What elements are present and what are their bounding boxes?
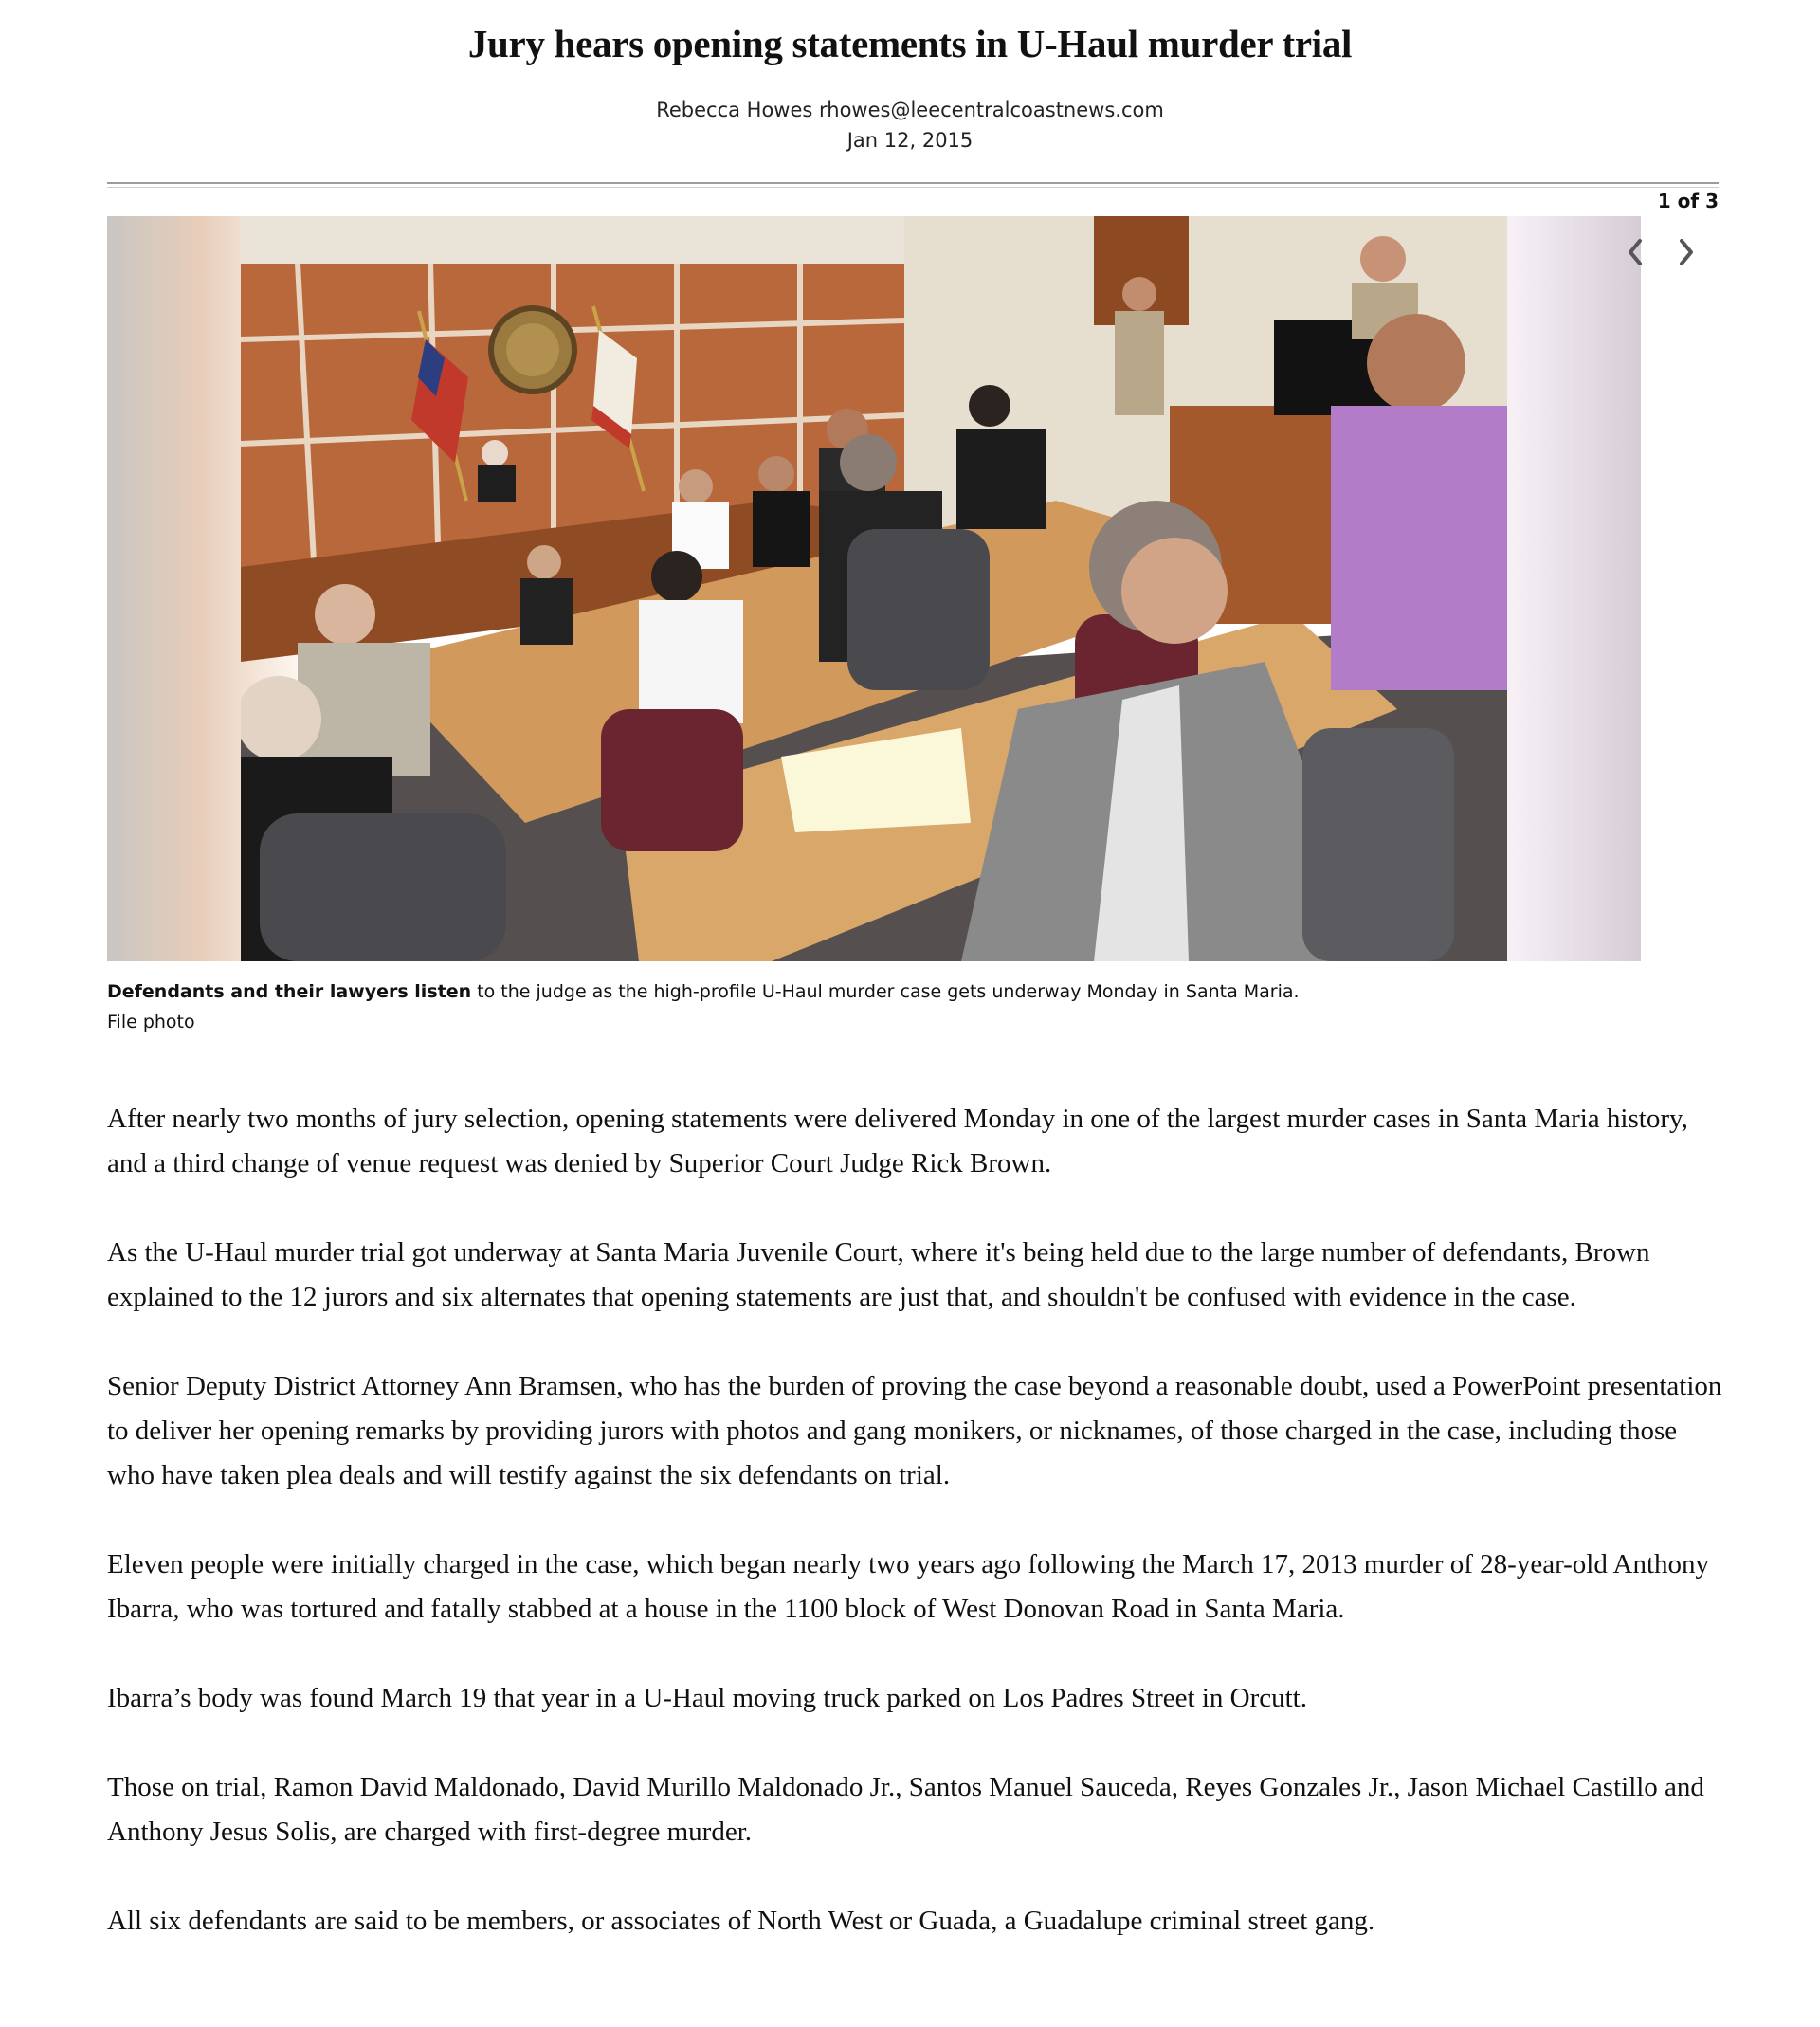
photo-caption: [107, 977, 1719, 1037]
foreground-chair: [1302, 728, 1454, 961]
paragraph: After nearly two months of jury selection, opening statements were delivered Monday in one of the largest murder cases in Santa Maria history, and a third change of venue request was denied by Superior Court Judge Rick Brown.: [107, 1104, 1688, 1178]
paragraph: Senior Deputy District Attorney Ann Bramsen, who has the burden of proving the case beyond a reasonable doubt, used a PowerPoint presentation to deliver her opening remarks by providing jurors with photos and gang monikers, or nicknames, of those charged in the case, including those who have taken plea deals and will testify against the six defendants on trial.: [107, 1371, 1722, 1490]
purple-shirt-man-head: [1367, 314, 1465, 412]
paragraph: Ibarra’s body was found March 19 that year in a U-Haul moving truck parked on Los Padres Street in Orcutt.: [107, 1683, 1307, 1713]
header-divider: [107, 182, 1719, 188]
judge-head: [482, 440, 508, 466]
court-seal-inner: [506, 323, 559, 376]
paragraph: Eleven people were initially charged in the case, which began nearly two years ago following the March 17, 2013 murder of 28-year-old Anthony Ibarra, who was tortured and fatally stabbed at a house in the 1100 block of West Donovan Road in Santa Maria.: [107, 1549, 1710, 1624]
purple-shirt: [1331, 406, 1507, 690]
chevron-left-icon: [1626, 237, 1645, 267]
article-body: [107, 1097, 1728, 1988]
deputy-uniform: [1115, 311, 1164, 415]
gray-suit-man-face: [1121, 538, 1228, 644]
photo-credit: File photo: [107, 1012, 195, 1032]
ceiling: [241, 216, 904, 264]
chevron-right-icon: [1677, 237, 1696, 267]
caption-lead: Defendants and their lawyers listen: [107, 981, 472, 1002]
byline-block: [0, 95, 1820, 155]
publish-date: Jan 12, 2015: [846, 129, 974, 152]
gallery-prev-button[interactable]: [1619, 233, 1651, 271]
headline: Jury hears opening statements in U-Haul murder trial: [467, 22, 1353, 65]
gallery-counter: 1 of 3: [1657, 190, 1719, 212]
caption-text: [107, 977, 1719, 1007]
courtroom-photo: [241, 216, 1507, 961]
paragraph: Those on trial, Ramon David Maldonado, David Murillo Maldonado Jr., Santos Manuel Sauceda, Reyes Gonzales Jr., Jason Michael Castillo and Anthony Jesus Solis, are charged with first-degree murder.: [107, 1772, 1704, 1847]
judge-robe: [478, 465, 516, 502]
deputy-head: [1122, 277, 1156, 311]
paragraph: All six defendants are said to be members, or associates of North West or Guada, a Guadalupe criminal street gang.: [107, 1906, 1375, 1936]
author-line[interactable]: Rebecca Howes rhowes@leecentralcoastnews.com: [656, 99, 1164, 121]
sergeant-head: [1360, 236, 1406, 282]
gallery-next-button[interactable]: [1670, 233, 1702, 271]
caption-rest: to the judge as the high-profile U-Haul murder case gets underway Monday in Santa Maria.: [471, 981, 1300, 1002]
photo-gallery[interactable]: [107, 216, 1641, 961]
paragraph: As the U-Haul murder trial got underway at Santa Maria Juvenile Court, where it's being held due to the large number of defendants, Brown explained to the 12 jurors and six alternates that opening statements are just that, and shouldn't be confused with evidence in the case.: [107, 1237, 1650, 1312]
